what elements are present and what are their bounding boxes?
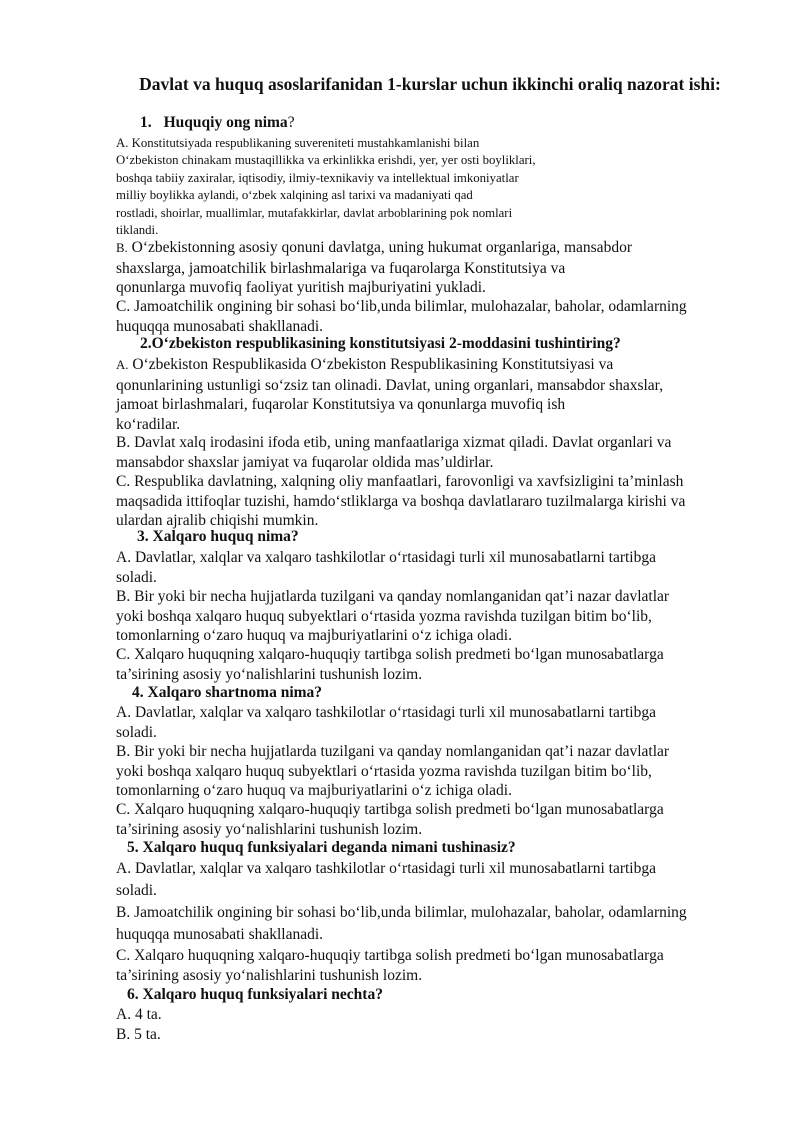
- answer-letter: C.: [116, 298, 131, 315]
- answer-3b: [116, 587, 776, 646]
- question-number: 5.: [127, 839, 139, 856]
- answer-line: tomonlarning o‘zaro huquq va majburiyatlarini o‘z ichiga oladi.: [116, 782, 512, 799]
- answer-letter: A.: [116, 358, 129, 372]
- question-text: O‘zbekiston respublikasining konstitutsiyasi 2-moddasini tushintiring?: [151, 335, 621, 352]
- question-1: [140, 114, 295, 132]
- answer-line: jamoat birlashmalari, fuqarolar Konstitutsiya va qonunlarga muvofiq ish: [116, 396, 566, 413]
- answer-line: 4 ta.: [134, 1006, 162, 1023]
- answer-line: huquqqa munosabati shakllanadi.: [116, 317, 324, 335]
- answer-2c: [116, 472, 776, 531]
- question-mark: ?: [287, 114, 295, 131]
- question-3: [137, 528, 299, 546]
- question-text: Huquqiy ong nima: [163, 114, 288, 131]
- answer-line: tiklandi.: [116, 223, 159, 238]
- question-2: [140, 335, 621, 353]
- answer-line: ko‘radilar.: [116, 415, 181, 433]
- answer-line: Xalqaro huquqning xalqaro-huquqiy tartibga solish predmeti bo‘lgan munosabatlarga: [134, 801, 664, 818]
- answer-line: shaxslarga, jamoatchilik birlashmalariga va fuqarolarga Konstitutsiya va: [116, 259, 566, 277]
- answer-5b: [116, 902, 776, 946]
- question-text: Xalqaro shartnoma nima?: [147, 684, 323, 701]
- answer-line: Jamoatchilik ongining bir sohasi bo‘lib,unda bilimlar, mulohazalar, baholar, odamlarning: [134, 298, 687, 315]
- answer-line: rostladi, shoirlar, muallimlar, mutafakkirlar, davlat arboblarining pok nomlari: [116, 205, 513, 220]
- answer-line: Davlatlar, xalqlar va xalqaro tashkilotlar o‘rtasidagi turli xil munosabatlarni tartibga: [134, 704, 656, 721]
- answer-line: qonunlarga muvofiq faoliyat yuritish majburiyatini yukladi.: [116, 279, 486, 296]
- answer-line: yoki boshqa xalqaro huquq subyektlari o‘rtasida yozma ravishda tuzilgan bitim bo‘lib,: [116, 762, 652, 780]
- answer-5a: [116, 858, 776, 902]
- answer-line: O‘zbekistonning asosiy qonuni davlatga, uning hukumat organlariga, mansabdor: [131, 239, 632, 256]
- answer-1a: [116, 135, 776, 239]
- answer-letter: C.: [116, 801, 131, 818]
- answer-6b: [116, 1025, 776, 1045]
- answer-letter: B.: [116, 904, 131, 921]
- answer-3a: [116, 548, 776, 587]
- answer-line: huquqqa munosabati shakllanadi.: [116, 926, 324, 943]
- answer-letter: A.: [116, 136, 129, 150]
- answer-4b: [116, 742, 776, 801]
- question-text: Xalqaro huquq funksiyalari nechta?: [142, 986, 383, 1003]
- question-number: 6.: [127, 986, 139, 1003]
- question-5: [127, 839, 516, 857]
- answer-line: Davlat xalq irodasini ifoda etib, uning manfaatlariga xizmat qiladi. Davlat organlari va: [134, 434, 672, 451]
- answer-line: O‘zbekiston Respublikasida O‘zbekiston Respublikasining Konstitutsiyasi va: [132, 356, 614, 373]
- answer-2b: [116, 433, 776, 472]
- answer-letter: C.: [116, 646, 131, 663]
- answer-letter: B.: [116, 434, 131, 451]
- answer-line: Konstitutsiyada respublikaning suvereniteti mustahkamlanishi bilan: [131, 136, 480, 150]
- answer-3c: [116, 645, 776, 684]
- answer-line: Davlatlar, xalqlar va xalqaro tashkilotlar o‘rtasidagi turli xil munosabatlarni tartibga: [134, 860, 656, 877]
- answer-5c: [116, 946, 776, 985]
- answer-letter: C.: [116, 473, 131, 490]
- answer-line: mansabdor shaxslar jamiyat va fuqarolar oldida mas’uldirlar.: [116, 453, 494, 471]
- answer-4a: [116, 703, 776, 742]
- answer-line: Davlatlar, xalqlar va xalqaro tashkilotlar o‘rtasidagi turli xil munosabatlarni tartibga: [134, 549, 656, 566]
- answer-letter: B.: [116, 1026, 131, 1043]
- answer-line: O‘zbekiston chinakam mustaqillikka va erkinlikka erishdi, yer, yer osti boyliklari,: [116, 153, 536, 168]
- answer-line: maqsadida ittifoqlar tuzishi, hamdo‘stliklarga va boshqa davlatlararo tuzilmalarga kirishi va: [116, 492, 686, 510]
- question-4: [132, 684, 322, 702]
- answer-letter: A.: [116, 860, 132, 877]
- page-title: Davlat va huquq asoslarifanidan 1-kurslar uchun ikkinchi oraliq nazorat ishi:: [139, 74, 721, 94]
- question-number: 4.: [132, 684, 144, 701]
- question-number: 2.: [140, 335, 152, 352]
- answer-line: Jamoatchilik ongining bir sohasi bo‘lib,unda bilimlar, mulohazalar, baholar, odamlarning: [134, 904, 687, 921]
- answer-line: boshqa tabiiy zaxiralar, iqtisodiy, ilmiy-texnikaviy va intellektual imkoniyatlar: [116, 170, 519, 185]
- question-6: [127, 986, 383, 1004]
- answer-letter: A.: [116, 1006, 132, 1023]
- answer-line: Bir yoki bir necha hujjatlarda tuzilgani va qanday nomlanganidan qat’i nazar davlatlar: [134, 588, 670, 605]
- answer-line: Bir yoki bir necha hujjatlarda tuzilgani va qanday nomlanganidan qat’i nazar davlatlar: [134, 743, 670, 760]
- answer-letter: C.: [116, 947, 131, 964]
- answer-6a: [116, 1005, 776, 1025]
- answer-line: ta’sirining asosiy yo‘nalishlarini tushunish lozim.: [116, 966, 423, 984]
- question-number: 1.: [140, 114, 152, 131]
- answer-letter: A.: [116, 704, 132, 721]
- answer-line: ta’sirining asosiy yo‘nalishlarini tushunish lozim.: [116, 820, 423, 838]
- answer-line: yoki boshqa xalqaro huquq subyektlari o‘rtasida yozma ravishda tuzilgan bitim bo‘lib,: [116, 607, 652, 625]
- answer-1c: [116, 297, 776, 336]
- question-text: Xalqaro huquq funksiyalari deganda nimani tushinasiz?: [142, 839, 516, 856]
- answer-line: 5 ta.: [134, 1026, 161, 1043]
- answer-line: Xalqaro huquqning xalqaro-huquqiy tartibga solish predmeti bo‘lgan munosabatlarga: [134, 947, 664, 964]
- answer-4c: [116, 800, 776, 839]
- answer-letter: B.: [116, 588, 131, 605]
- answer-line: qonunlarining ustunligi so‘zsiz tan olinadi. Davlat, uning organlari, mansabdor shaxslar,: [116, 376, 664, 394]
- answer-line: Respublika davlatning, xalqning oliy manfaatlari, farovonligi va xavfsizligini ta’minlash: [134, 473, 684, 490]
- answer-line: Xalqaro huquqning xalqaro-huquqiy tartibga solish predmeti bo‘lgan munosabatlarga: [134, 646, 664, 663]
- answer-letter: A.: [116, 549, 132, 566]
- question-number: 3.: [137, 528, 149, 545]
- answer-2a: [116, 355, 776, 434]
- answer-1b: [116, 238, 776, 298]
- answer-line: ta’sirining asosiy yo‘nalishlarini tushunish lozim.: [116, 665, 423, 683]
- answer-line: soladi.: [116, 568, 157, 586]
- answer-letter: B.: [116, 241, 128, 255]
- answer-line: ulardan ajralib chiqishi mumkin.: [116, 512, 319, 529]
- question-text: Xalqaro huquq nima?: [152, 528, 299, 545]
- answer-line: soladi.: [116, 882, 157, 899]
- answer-line: milliy boylikka aylandi, o‘zbek xalqining asl tarixi va madaniyati qad: [116, 188, 473, 203]
- answer-line: soladi.: [116, 723, 157, 741]
- answer-line: tomonlarning o‘zaro huquq va majburiyatlarini o‘z ichiga oladi.: [116, 627, 512, 644]
- answer-letter: B.: [116, 743, 131, 760]
